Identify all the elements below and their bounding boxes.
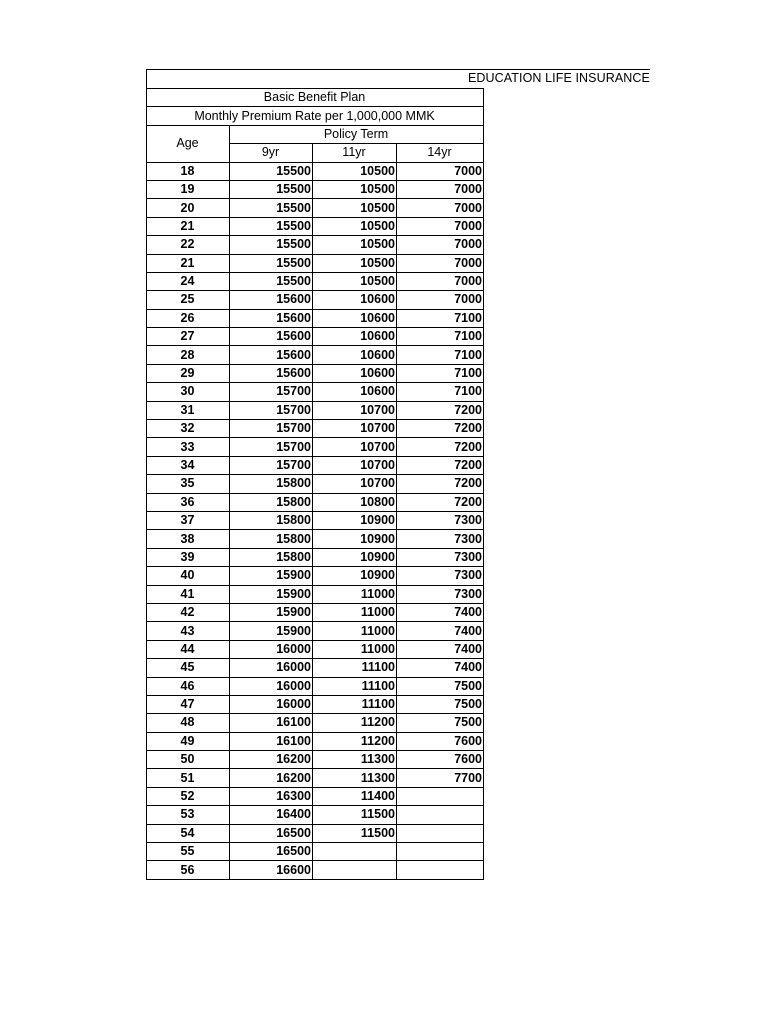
table-row <box>147 548 484 566</box>
rate-11yr-cell: 10700 <box>313 401 397 419</box>
rate-14yr-cell: 7200 <box>397 420 484 438</box>
rate-11yr-cell: 11200 <box>313 732 397 750</box>
table-row <box>147 493 484 511</box>
rate-11yr-cell: 11400 <box>313 787 397 805</box>
age-cell: 36 <box>147 493 230 511</box>
table-row <box>147 309 484 327</box>
table-row <box>147 475 484 493</box>
age-cell: 34 <box>147 456 230 474</box>
rate-9yr-cell: 15500 <box>230 236 313 254</box>
rate-9yr-cell: 15700 <box>230 383 313 401</box>
table-row <box>147 272 484 290</box>
rate-14yr-cell: 7200 <box>397 438 484 456</box>
premium-rate-table <box>146 88 484 880</box>
rate-11yr-cell: 10600 <box>313 291 397 309</box>
age-cell: 50 <box>147 751 230 769</box>
table-row <box>147 420 484 438</box>
banner-row <box>146 69 650 88</box>
rate-9yr-cell: 15800 <box>230 511 313 529</box>
table-row <box>147 751 484 769</box>
age-cell: 31 <box>147 401 230 419</box>
rate-9yr-cell: 15600 <box>230 328 313 346</box>
age-cell: 46 <box>147 677 230 695</box>
age-cell: 29 <box>147 364 230 382</box>
age-cell: 26 <box>147 309 230 327</box>
rate-11yr-cell: 10600 <box>313 364 397 382</box>
rate-title: Monthly Premium Rate per 1,000,000 MMK <box>147 107 484 125</box>
rate-9yr-cell: 16300 <box>230 787 313 805</box>
rate-9yr-cell: 15700 <box>230 401 313 419</box>
age-cell: 54 <box>147 824 230 842</box>
age-cell: 48 <box>147 714 230 732</box>
rate-9yr-cell: 15500 <box>230 254 313 272</box>
table-row <box>147 456 484 474</box>
rate-11yr-cell: 10600 <box>313 346 397 364</box>
table-row <box>147 843 484 861</box>
table-row <box>147 732 484 750</box>
rate-14yr-cell: 7100 <box>397 364 484 382</box>
rate-11yr-cell: 10500 <box>313 254 397 272</box>
age-cell: 27 <box>147 328 230 346</box>
age-cell: 44 <box>147 640 230 658</box>
table-row <box>147 787 484 805</box>
policy-term-header: Policy Term <box>230 125 484 143</box>
rate-14yr-cell: 7300 <box>397 530 484 548</box>
rate-14yr-cell: 7400 <box>397 603 484 621</box>
rate-9yr-cell: 15900 <box>230 567 313 585</box>
rate-14yr-cell <box>397 861 484 879</box>
table-row <box>147 603 484 621</box>
rate-14yr-cell: 7300 <box>397 548 484 566</box>
table-row <box>147 438 484 456</box>
rate-9yr-cell: 15900 <box>230 603 313 621</box>
table-row <box>147 346 484 364</box>
table-row <box>147 806 484 824</box>
rate-11yr-cell: 11000 <box>313 640 397 658</box>
age-cell: 18 <box>147 162 230 180</box>
table-row <box>147 824 484 842</box>
rate-9yr-cell: 16000 <box>230 695 313 713</box>
age-cell: 47 <box>147 695 230 713</box>
rate-14yr-cell <box>397 843 484 861</box>
rate-9yr-cell: 15900 <box>230 585 313 603</box>
table-row <box>147 180 484 198</box>
table-row <box>147 162 484 180</box>
rate-11yr-cell: 11000 <box>313 585 397 603</box>
table-row <box>147 769 484 787</box>
rate-14yr-cell: 7100 <box>397 309 484 327</box>
table-row <box>147 677 484 695</box>
policy-term-row <box>147 125 484 143</box>
rate-11yr-cell: 10500 <box>313 199 397 217</box>
rate-11yr-cell: 10700 <box>313 438 397 456</box>
rate-14yr-cell: 7300 <box>397 567 484 585</box>
rate-14yr-cell: 7000 <box>397 199 484 217</box>
age-cell: 35 <box>147 475 230 493</box>
rate-11yr-cell: 11500 <box>313 806 397 824</box>
rate-9yr-cell: 15500 <box>230 217 313 235</box>
rate-14yr-cell <box>397 824 484 842</box>
rate-14yr-cell: 7200 <box>397 456 484 474</box>
age-cell: 21 <box>147 217 230 235</box>
age-cell: 37 <box>147 511 230 529</box>
term-header-14yr: 14yr <box>397 144 484 162</box>
table-row <box>147 622 484 640</box>
table-row <box>147 199 484 217</box>
age-cell: 41 <box>147 585 230 603</box>
age-cell: 43 <box>147 622 230 640</box>
rate-9yr-cell: 15800 <box>230 475 313 493</box>
rate-9yr-cell: 15700 <box>230 456 313 474</box>
rate-14yr-cell: 7000 <box>397 236 484 254</box>
rate-9yr-cell: 15500 <box>230 162 313 180</box>
table-row <box>147 640 484 658</box>
rate-11yr-cell: 11100 <box>313 677 397 695</box>
term-header-11yr: 11yr <box>313 144 397 162</box>
rate-11yr-cell: 10900 <box>313 530 397 548</box>
age-cell: 49 <box>147 732 230 750</box>
rate-14yr-cell: 7500 <box>397 677 484 695</box>
rate-11yr-cell: 10500 <box>313 180 397 198</box>
age-cell: 28 <box>147 346 230 364</box>
age-header: Age <box>147 125 230 162</box>
rate-14yr-cell: 7000 <box>397 180 484 198</box>
rate-14yr-cell: 7500 <box>397 695 484 713</box>
rate-9yr-cell: 15800 <box>230 493 313 511</box>
rate-11yr-cell: 10500 <box>313 272 397 290</box>
rate-14yr-cell: 7400 <box>397 659 484 677</box>
banner-title: EDUCATION LIFE INSURANCE <box>467 71 650 85</box>
rate-14yr-cell: 7200 <box>397 475 484 493</box>
rate-9yr-cell: 16000 <box>230 659 313 677</box>
table-row <box>147 254 484 272</box>
table-row <box>147 236 484 254</box>
table-row <box>147 383 484 401</box>
rate-14yr-cell: 7700 <box>397 769 484 787</box>
table-row <box>147 291 484 309</box>
table-row <box>147 511 484 529</box>
age-cell: 24 <box>147 272 230 290</box>
age-cell: 19 <box>147 180 230 198</box>
plan-title: Basic Benefit Plan <box>147 89 484 107</box>
term-header-9yr: 9yr <box>230 144 313 162</box>
age-cell: 40 <box>147 567 230 585</box>
rate-11yr-cell: 10700 <box>313 420 397 438</box>
age-cell: 39 <box>147 548 230 566</box>
age-cell: 52 <box>147 787 230 805</box>
rate-9yr-cell: 15500 <box>230 180 313 198</box>
age-cell: 53 <box>147 806 230 824</box>
rate-14yr-cell <box>397 806 484 824</box>
age-cell: 33 <box>147 438 230 456</box>
rate-14yr-cell: 7000 <box>397 272 484 290</box>
rate-14yr-cell: 7300 <box>397 511 484 529</box>
rate-11yr-cell <box>313 861 397 879</box>
table-row <box>147 217 484 235</box>
rate-11yr-cell: 10600 <box>313 383 397 401</box>
rate-11yr-cell: 10900 <box>313 548 397 566</box>
table-row <box>147 530 484 548</box>
rate-9yr-cell: 15700 <box>230 420 313 438</box>
age-cell: 30 <box>147 383 230 401</box>
rate-11yr-cell: 10800 <box>313 493 397 511</box>
age-cell: 20 <box>147 199 230 217</box>
table-row <box>147 659 484 677</box>
rate-9yr-cell: 16500 <box>230 824 313 842</box>
table-row <box>147 714 484 732</box>
rate-11yr-cell: 10700 <box>313 456 397 474</box>
rate-11yr-cell: 11000 <box>313 622 397 640</box>
rate-9yr-cell: 16000 <box>230 677 313 695</box>
rate-11yr-cell <box>313 843 397 861</box>
rate-11yr-cell: 11100 <box>313 659 397 677</box>
table-row <box>147 585 484 603</box>
rate-14yr-cell: 7400 <box>397 622 484 640</box>
rate-9yr-cell: 16400 <box>230 806 313 824</box>
rate-9yr-cell: 15700 <box>230 438 313 456</box>
age-cell: 51 <box>147 769 230 787</box>
age-cell: 32 <box>147 420 230 438</box>
rate-9yr-cell: 15800 <box>230 530 313 548</box>
rate-9yr-cell: 15600 <box>230 309 313 327</box>
rate-11yr-cell: 11300 <box>313 769 397 787</box>
rate-11yr-cell: 11500 <box>313 824 397 842</box>
table-row <box>147 364 484 382</box>
table-row <box>147 567 484 585</box>
age-cell: 55 <box>147 843 230 861</box>
rate-14yr-cell: 7000 <box>397 217 484 235</box>
age-cell: 56 <box>147 861 230 879</box>
plan-title-row <box>147 89 484 107</box>
age-cell: 42 <box>147 603 230 621</box>
rate-9yr-cell: 15800 <box>230 548 313 566</box>
rate-11yr-cell: 11100 <box>313 695 397 713</box>
rate-14yr-cell: 7000 <box>397 291 484 309</box>
age-cell: 25 <box>147 291 230 309</box>
rate-11yr-cell: 11300 <box>313 751 397 769</box>
rate-9yr-cell: 16600 <box>230 861 313 879</box>
rate-11yr-cell: 10900 <box>313 511 397 529</box>
rate-11yr-cell: 10500 <box>313 162 397 180</box>
rate-11yr-cell: 10600 <box>313 309 397 327</box>
rate-9yr-cell: 16100 <box>230 714 313 732</box>
rate-9yr-cell: 15500 <box>230 199 313 217</box>
rate-14yr-cell: 7600 <box>397 751 484 769</box>
rate-14yr-cell: 7000 <box>397 162 484 180</box>
rate-14yr-cell: 7400 <box>397 640 484 658</box>
rate-14yr-cell: 7300 <box>397 585 484 603</box>
rate-9yr-cell: 15600 <box>230 291 313 309</box>
rate-9yr-cell: 15900 <box>230 622 313 640</box>
rate-9yr-cell: 15600 <box>230 346 313 364</box>
rate-11yr-cell: 10600 <box>313 328 397 346</box>
rate-title-row <box>147 107 484 125</box>
rate-11yr-cell: 10500 <box>313 217 397 235</box>
table-row <box>147 401 484 419</box>
rate-14yr-cell <box>397 787 484 805</box>
age-cell: 45 <box>147 659 230 677</box>
table-row <box>147 695 484 713</box>
rate-9yr-cell: 16100 <box>230 732 313 750</box>
table-row <box>147 861 484 879</box>
age-cell: 38 <box>147 530 230 548</box>
rate-9yr-cell: 16200 <box>230 769 313 787</box>
rate-9yr-cell: 15500 <box>230 272 313 290</box>
rate-14yr-cell: 7100 <box>397 346 484 364</box>
rate-11yr-cell: 10700 <box>313 475 397 493</box>
rate-14yr-cell: 7000 <box>397 254 484 272</box>
rate-9yr-cell: 15600 <box>230 364 313 382</box>
rate-14yr-cell: 7100 <box>397 383 484 401</box>
rate-11yr-cell: 11200 <box>313 714 397 732</box>
rate-9yr-cell: 16500 <box>230 843 313 861</box>
rate-14yr-cell: 7100 <box>397 328 484 346</box>
rate-14yr-cell: 7500 <box>397 714 484 732</box>
rate-11yr-cell: 11000 <box>313 603 397 621</box>
rate-14yr-cell: 7200 <box>397 401 484 419</box>
rate-14yr-cell: 7600 <box>397 732 484 750</box>
rate-14yr-cell: 7200 <box>397 493 484 511</box>
rate-9yr-cell: 16200 <box>230 751 313 769</box>
rate-table-body <box>147 162 484 879</box>
rate-9yr-cell: 16000 <box>230 640 313 658</box>
rate-11yr-cell: 10500 <box>313 236 397 254</box>
age-cell: 22 <box>147 236 230 254</box>
age-cell: 21 <box>147 254 230 272</box>
rate-11yr-cell: 10900 <box>313 567 397 585</box>
table-row <box>147 328 484 346</box>
